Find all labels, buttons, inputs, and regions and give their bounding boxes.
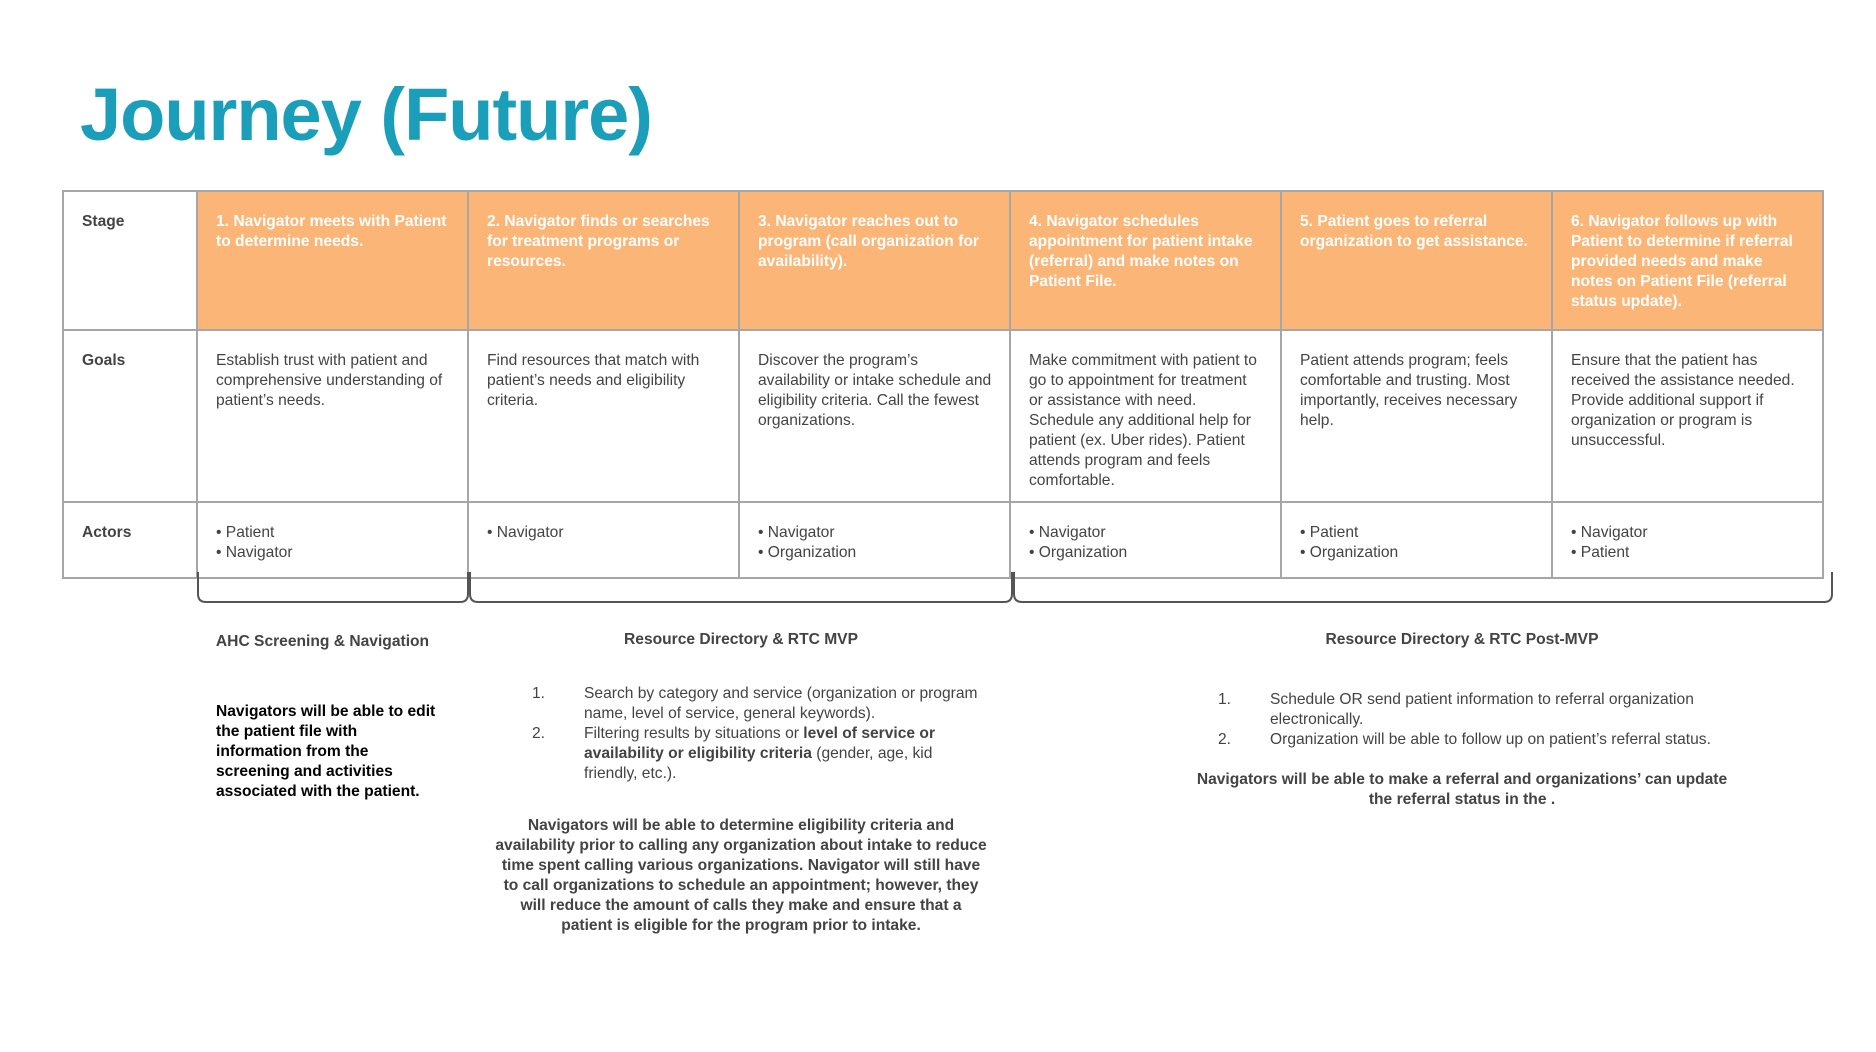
section-heading: Resource Directory & RTC Post-MVP	[1325, 631, 1599, 648]
section-ahc	[200, 632, 445, 802]
actor-item: • Navigator	[1571, 524, 1648, 541]
stage-cell-6: 6. Navigator follows up with Patient to determine if referral provided needs and make notes on Patient File (referral status update).	[1552, 191, 1823, 330]
goal-cell-3: Discover the program’s availability or intake schedule and eligibility criteria. Call the fewest organizations.	[739, 330, 1010, 502]
actor-item: • Organization	[1029, 544, 1128, 561]
stage-cell-5: 5. Patient goes to referral organization to get assistance.	[1281, 191, 1552, 330]
goal-cell-4: Make commitment with patient to go to appointment for treatment or assistance with need. Schedule any additional help for patient (ex. Uber rides). Patient attends program and feels comfortable.	[1010, 330, 1281, 502]
bracket-post-mvp	[1012, 570, 1834, 606]
section-mvp	[494, 630, 988, 936]
actor-item: • Patient	[1571, 544, 1630, 561]
list-item	[494, 724, 988, 784]
goal-cell-5: Patient attends program; feels comfortable and trusting. Most importantly, receives necessary help.	[1281, 330, 1552, 502]
actor-item: • Organization	[758, 544, 857, 561]
section-summary: Navigators will be able to edit the patient file with information from the screening and activities associated with the patient.	[216, 703, 436, 800]
list-text: Schedule OR send patient information to referral organization electronically.	[1270, 691, 1694, 728]
stage-cell-3: 3. Navigator reaches out to program (call organization for availability).	[739, 191, 1010, 330]
list-item	[1180, 730, 1734, 750]
actor-item: • Navigator	[758, 524, 835, 541]
goal-cell-6: Ensure that the patient has received the assistance needed. Provide additional support if organization or program is unsuccessful.	[1552, 330, 1823, 502]
section-heading: AHC Screening & Navigation	[215, 633, 430, 650]
list-text: Search by category and service (organization or program name, level of service, general keywords).	[584, 685, 978, 722]
list-item	[494, 684, 988, 724]
actors-cell-5	[1281, 502, 1552, 578]
row-label-actors: Actors	[63, 502, 197, 578]
goal-cell-1: Establish trust with patient and comprehensive understanding of patient’s needs.	[197, 330, 468, 502]
journey-table	[62, 190, 1824, 579]
list-item	[1180, 690, 1734, 730]
list-number: 2.	[532, 725, 546, 742]
actors-cell-2	[468, 502, 739, 578]
actor-item: • Navigator	[216, 544, 293, 561]
actors-cell-6	[1552, 502, 1823, 578]
list-text-post: (gender, age, kid friendly, etc.).	[584, 745, 933, 782]
actors-row	[63, 502, 1823, 578]
actor-item: • Navigator	[487, 524, 564, 541]
actors-cell-3	[739, 502, 1010, 578]
stage-cell-1: 1. Navigator meets with Patient to determine needs.	[197, 191, 468, 330]
stage-cell-2: 2. Navigator finds or searches for treatment programs or resources.	[468, 191, 739, 330]
mvp-list	[494, 684, 988, 784]
actor-item: • Patient	[1300, 524, 1359, 541]
list-number: 1.	[1218, 691, 1232, 708]
goals-row	[63, 330, 1823, 502]
section-post-mvp	[1190, 630, 1734, 810]
bracket-ahc	[196, 570, 470, 606]
actor-item: • Organization	[1300, 544, 1399, 561]
list-text: Organization will be able to follow up on patient’s referral status.	[1270, 731, 1711, 748]
actor-item: • Navigator	[1029, 524, 1106, 541]
goal-cell-2: Find resources that match with patient’s needs and eligibility criteria.	[468, 330, 739, 502]
row-label-stage: Stage	[63, 191, 197, 330]
section-summary: Navigators will be able to make a referral and organizations’ can update the referral status in the .	[1196, 771, 1728, 808]
actors-cell-4	[1010, 502, 1281, 578]
stage-row	[63, 191, 1823, 330]
actors-cell-1	[197, 502, 468, 578]
list-text-pre: Filtering results by situations or	[584, 725, 804, 742]
list-text-bold: level of service or availability or eligibility criteria	[584, 725, 936, 762]
stage-cell-4: 4. Navigator schedules appointment for patient intake (referral) and make notes on Patient File.	[1010, 191, 1281, 330]
section-heading: Resource Directory & RTC MVP	[624, 631, 858, 648]
section-summary: Navigators will be able to determine eligibility criteria and availability prior to calling any organization about intake to reduce time spent calling various organizations. Navigator will still have to call organizations to schedule an appointment; however, they will reduce the amount of calls they make and ensure that a patient is eligible for the program prior to intake.	[495, 817, 987, 934]
list-number: 2.	[1218, 731, 1232, 748]
page-title: Journey (Future)	[80, 73, 652, 156]
actor-item: • Patient	[216, 524, 275, 541]
list-number: 1.	[532, 685, 546, 702]
post-mvp-list	[1180, 690, 1734, 750]
bracket-mvp	[468, 570, 1014, 606]
row-label-goals: Goals	[63, 330, 197, 502]
